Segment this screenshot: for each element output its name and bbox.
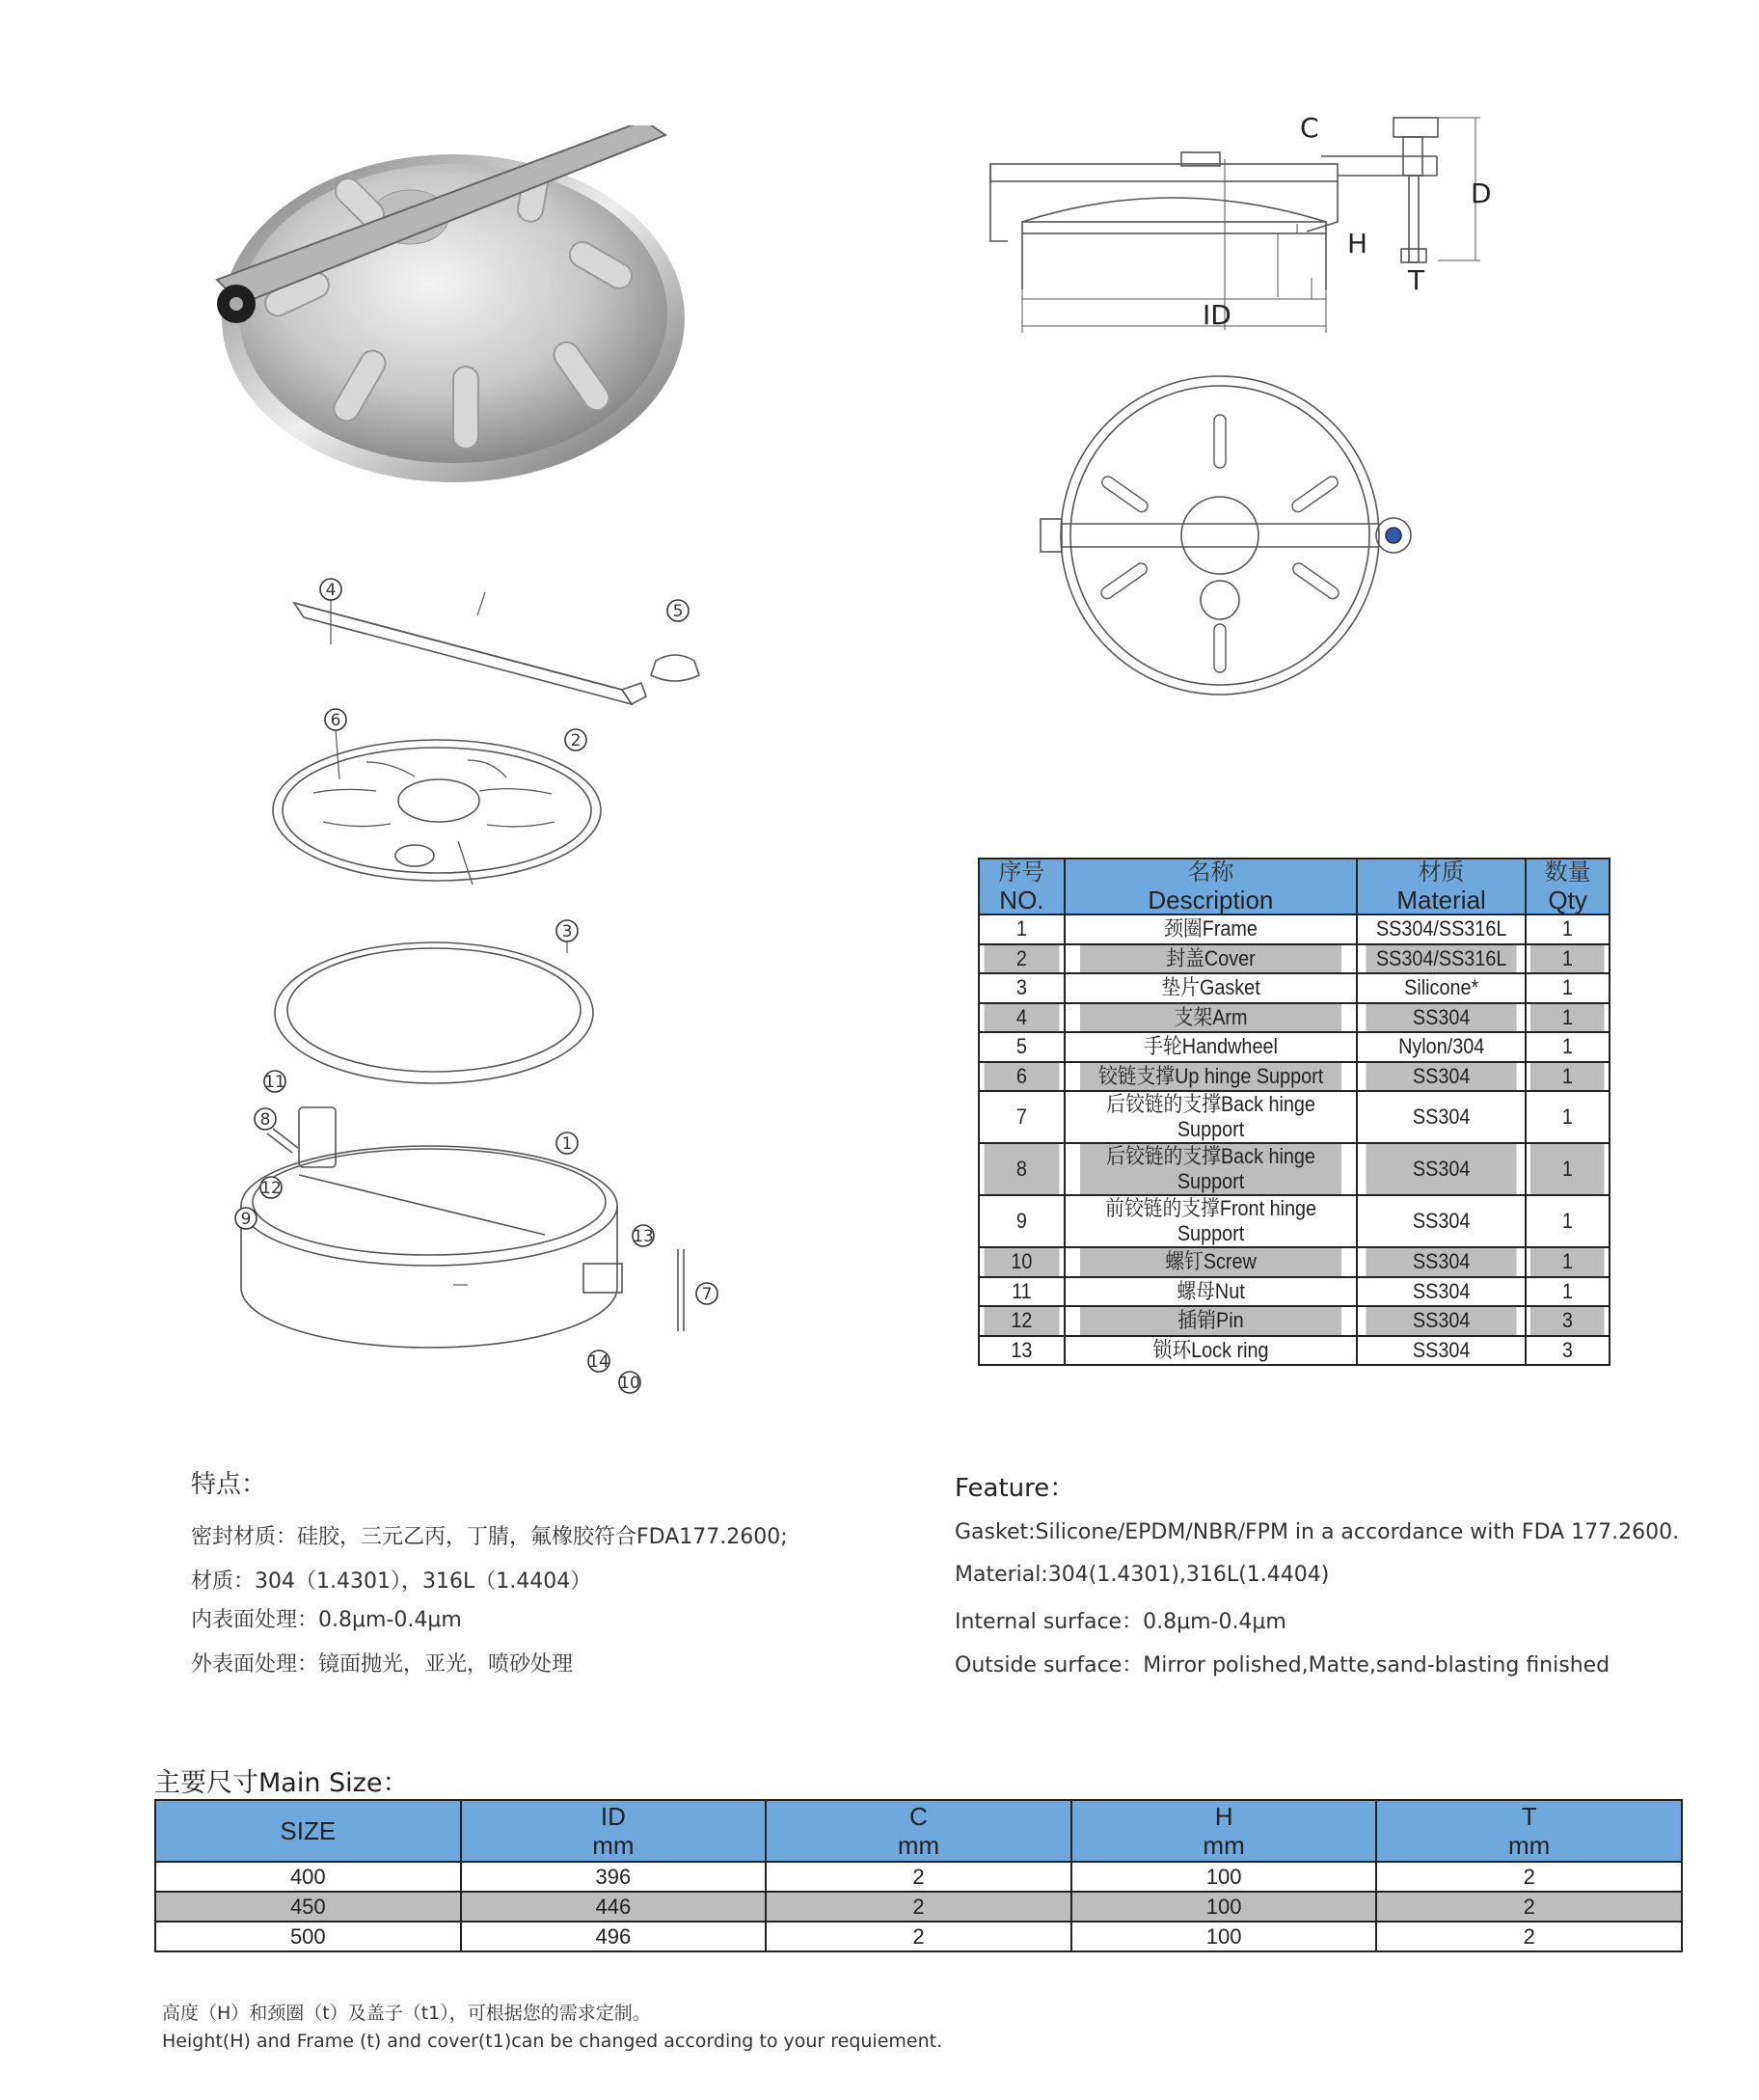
svg-text:2: 2: [570, 731, 582, 750]
table-row: 13 锁环Lock ring SS304 3: [979, 1336, 1610, 1366]
svg-text:5: 5: [672, 602, 684, 621]
parts-col-no: 序号 NO.: [979, 859, 1065, 914]
exploded-view-drawing: [217, 569, 757, 1408]
size-col-id: ID mm: [461, 1800, 767, 1862]
callout-4: [320, 579, 341, 600]
size-col-h: H mm: [1071, 1800, 1377, 1862]
table-row: 450 446 2 100 2: [155, 1892, 1682, 1922]
feature-zh-line: 材质：304（1.4301），316L（1.4404）: [191, 1569, 592, 1594]
callout-6: [325, 709, 346, 730]
callout-5: [667, 600, 689, 621]
callout-11: [264, 1071, 285, 1092]
feature-en-line: Outside surface：Mirror polished,Matte,sand-blasting finished: [955, 1653, 1610, 1677]
feature-zh-line: 密封材质：硅胶，三元乙丙，丁腈，氟橡胶符合FDA177.2600;: [191, 1525, 788, 1549]
dim-label-t: T: [1408, 264, 1425, 296]
callout-1: [556, 1132, 578, 1154]
callout-10: [619, 1372, 640, 1393]
parts-col-material: 材质 Material: [1357, 859, 1526, 914]
features-zh-title: 特点：: [191, 1470, 267, 1499]
callout-8: [255, 1108, 276, 1130]
svg-text:1: 1: [561, 1134, 573, 1154]
feature-zh-line: 内表面处理：0.8μm-0.4μm: [191, 1608, 462, 1632]
callout-3: [556, 920, 578, 941]
table-row: 11 螺母Nut SS304 1: [979, 1277, 1610, 1307]
table-row: 400 396 2 100 2: [155, 1862, 1682, 1892]
feature-en-line: Material:304(1.4301),316L(1.4404): [955, 1563, 1330, 1587]
svg-text:6: 6: [330, 711, 341, 730]
dim-label-id: ID: [1203, 299, 1231, 331]
table-row: 12 插销Pin SS304 3: [979, 1306, 1610, 1336]
table-row: 1 颈圈Frame SS304/SS316L 1: [979, 914, 1610, 944]
svg-text:9: 9: [240, 1210, 252, 1229]
dim-label-h: H: [1347, 228, 1368, 259]
features-en-title: Feature：: [955, 1474, 1075, 1503]
top-view-drawing: [1022, 371, 1437, 699]
callout-2: [565, 729, 586, 750]
callout-12: [260, 1177, 282, 1198]
table-row: 3 垫片Gasket Silicone* 1: [979, 973, 1610, 1003]
size-col-t: T mm: [1376, 1800, 1682, 1862]
table-row: 2 封盖Cover SS304/SS316L 1: [979, 944, 1610, 974]
svg-text:7: 7: [701, 1285, 713, 1304]
note-zh: 高度（H）和颈圈（t）及盖子（t1），可根据您的需求定制。: [162, 2003, 651, 2024]
svg-text:11: 11: [264, 1073, 285, 1092]
svg-text:14: 14: [588, 1352, 609, 1372]
svg-text:8: 8: [259, 1110, 271, 1130]
svg-text:13: 13: [633, 1227, 654, 1246]
svg-text:12: 12: [260, 1179, 282, 1198]
table-row: 500 496 2 100 2: [155, 1922, 1682, 1951]
main-size-table: [154, 1799, 1683, 1952]
callout-14: [588, 1350, 609, 1372]
parts-table: [978, 858, 1610, 1366]
main-size-title: 主要尺寸Main Size：: [154, 1768, 409, 1798]
svg-text:10: 10: [619, 1374, 640, 1393]
table-row: 7 后铰链的支撑Back hinge Support SS304 1: [979, 1091, 1610, 1143]
note-en: Height(H) and Frame (t) and cover(t1)can be changed according to your requiement.: [162, 2031, 943, 2052]
table-row: 4 支架Arm SS304 1: [979, 1003, 1610, 1033]
svg-text:3: 3: [561, 922, 573, 941]
parts-table-header: [979, 859, 1610, 914]
main-size-header: [155, 1800, 1682, 1862]
size-col-c: C mm: [766, 1800, 1071, 1862]
table-row: 9 前铰链的支撑Front hinge Support SS304 1: [979, 1195, 1610, 1247]
side-elevation-drawing: [979, 106, 1500, 338]
feature-en-line: Internal surface：0.8μm-0.4μm: [955, 1610, 1286, 1634]
product-photo: [212, 125, 694, 492]
svg-text:4: 4: [325, 581, 337, 600]
table-row: 6 铰链支撑Up hinge Support SS304 1: [979, 1062, 1610, 1092]
feature-en-line: Gasket:Silicone/EPDM/NBR/FPM in a accordance with FDA 177.2600.: [955, 1520, 1680, 1544]
feature-zh-line: 外表面处理：镜面抛光，亚光，喷砂处理: [191, 1652, 574, 1677]
table-row: 10 螺钉Screw SS304 1: [979, 1247, 1610, 1277]
table-row: 5 手轮Handwheel Nylon/304 1: [979, 1032, 1610, 1062]
size-col-size: SIZE: [155, 1800, 461, 1862]
dim-label-d: D: [1471, 177, 1492, 209]
parts-col-description: 名称 Description: [1065, 859, 1357, 914]
dim-label-c: C: [1300, 112, 1319, 144]
callout-7: [696, 1283, 717, 1304]
callout-13: [633, 1225, 654, 1246]
callout-9: [235, 1208, 257, 1229]
parts-col-qty: 数量 Qty: [1526, 859, 1610, 914]
table-row: 8 后铰链的支撑Back hinge Support SS304 1: [979, 1143, 1610, 1195]
